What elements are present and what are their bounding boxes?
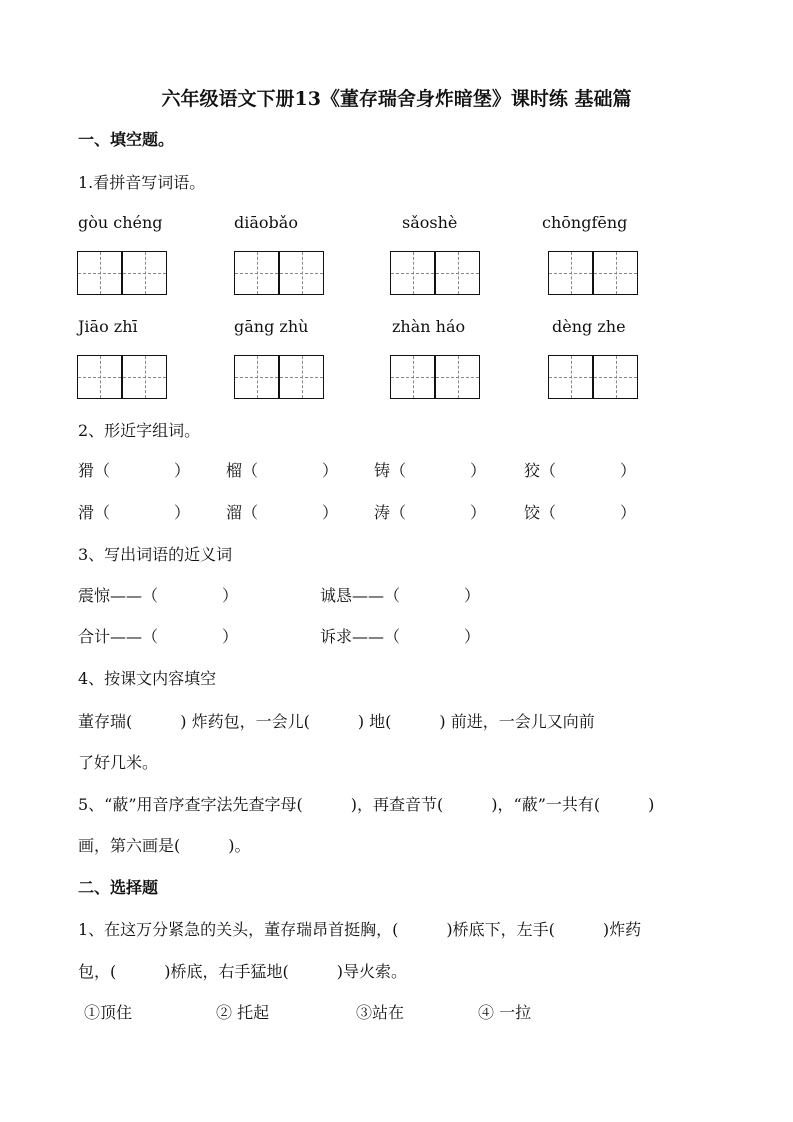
synonym-blank[interactable]: 诚恳——（ ） <box>320 586 481 605</box>
word-blank[interactable]: 涛（ ） <box>374 503 487 522</box>
writing-box[interactable] <box>593 355 638 399</box>
writing-box[interactable] <box>77 355 122 399</box>
question-4-heading: 4、按课文内容填空 <box>78 669 217 688</box>
section-heading-choice: 二、选择题 <box>78 878 159 897</box>
question-4-text-line1: 董存瑞( ) 炸药包，一会儿( ) 地( ) 前进，一会儿又向前 <box>78 712 595 731</box>
writing-box[interactable] <box>279 355 324 399</box>
word-blank[interactable]: 铸（ ） <box>374 461 487 480</box>
word-blank[interactable]: 饺（ ） <box>524 503 637 522</box>
section-heading-fill-blank: 一、填空题。 <box>78 130 175 149</box>
word-blank[interactable]: 溜（ ） <box>226 503 339 522</box>
choice-option[interactable]: ③站在 <box>356 1003 405 1022</box>
question-5-text-line2: 画，第六画是( )。 <box>78 836 251 855</box>
writing-box[interactable] <box>390 251 435 295</box>
choice-option[interactable]: ② 托起 <box>216 1003 270 1022</box>
writing-box[interactable] <box>435 355 480 399</box>
writing-box[interactable] <box>122 355 167 399</box>
pinyin-label: gòu chéng <box>78 213 163 232</box>
question-2-heading: 2、形近字组词。 <box>78 421 201 440</box>
pinyin-label: chōngfēng <box>542 213 628 232</box>
choice-question-1-line1: 1、在这万分紧急的关头，董存瑞昂首挺胸，( )桥底下，左手( )炸药 <box>78 920 642 939</box>
writing-box[interactable] <box>593 251 638 295</box>
question-5-text-line1: 5、“蔽”用音序查字法先查字母( )，再查音节( )，“蔽”一共有( ) <box>78 795 655 814</box>
pinyin-label: gāng zhù <box>234 317 309 336</box>
word-blank[interactable]: 滑（ ） <box>78 503 191 522</box>
writing-box[interactable] <box>548 251 593 295</box>
synonym-blank[interactable]: 震惊——（ ） <box>78 586 239 605</box>
page-title: 六年级语文下册13《董存瑞舍身炸暗堡》课时练 基础篇 <box>161 88 632 110</box>
pinyin-label: dèng zhe <box>552 317 626 336</box>
choice-option[interactable]: ④ 一拉 <box>478 1003 532 1022</box>
synonym-blank[interactable]: 诉求——（ ） <box>320 627 481 646</box>
word-blank[interactable]: 榴（ ） <box>226 461 339 480</box>
word-blank[interactable]: 猾（ ） <box>78 461 191 480</box>
question-4-text-line2: 了好几米。 <box>78 753 159 772</box>
writing-box[interactable] <box>234 251 279 295</box>
choice-option[interactable]: ①顶住 <box>84 1003 133 1022</box>
writing-box[interactable] <box>548 355 593 399</box>
writing-box[interactable] <box>122 251 167 295</box>
writing-box[interactable] <box>234 355 279 399</box>
writing-box[interactable] <box>390 355 435 399</box>
pinyin-label: Jiāo zhī <box>78 317 138 336</box>
choice-question-1-line2: 包，( )桥底，右手猛地( )导火索。 <box>78 962 407 981</box>
writing-box[interactable] <box>435 251 480 295</box>
question-1-heading: 1.看拼音写词语。 <box>78 173 206 192</box>
writing-box[interactable] <box>279 251 324 295</box>
pinyin-label: zhàn háo <box>392 317 466 336</box>
writing-box[interactable] <box>77 251 122 295</box>
pinyin-label: diāobǎo <box>234 213 298 232</box>
question-3-heading: 3、写出词语的近义词 <box>78 545 233 564</box>
synonym-blank[interactable]: 合计——（ ） <box>78 627 239 646</box>
pinyin-label: sǎoshè <box>402 213 458 232</box>
word-blank[interactable]: 狡（ ） <box>524 461 637 480</box>
